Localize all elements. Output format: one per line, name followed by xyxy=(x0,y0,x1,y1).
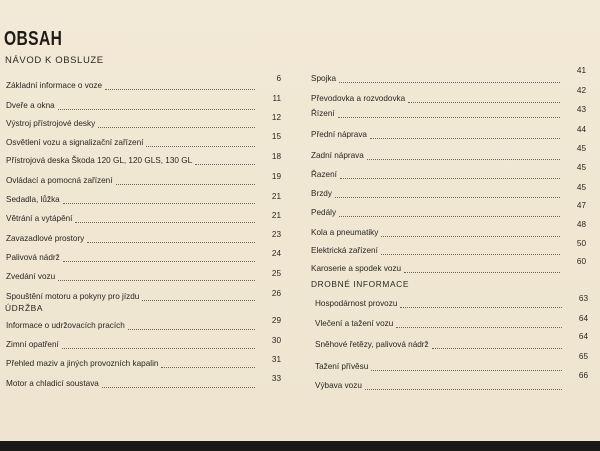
toc-entry-label: Zadní náprava xyxy=(311,151,364,160)
toc-entry-label: Sedadla, lůžka xyxy=(6,195,60,204)
toc-entry-label: Přední náprava xyxy=(311,130,367,139)
scan-edge xyxy=(0,441,600,451)
leader-dots xyxy=(102,375,255,388)
toc-entry-page: 65 xyxy=(578,352,588,361)
toc-entry xyxy=(6,213,281,225)
toc-entry-page: 21 xyxy=(271,211,281,220)
toc-entry xyxy=(311,201,586,219)
toc-entry-label: Zavazadlové prostory xyxy=(6,234,85,243)
leader-dots xyxy=(432,336,562,349)
toc-entry-label: Sněhové řetězy, palivová nádrž xyxy=(315,340,429,349)
toc-entry-page: 64 xyxy=(578,332,588,341)
toc-entry-label: Pedály xyxy=(311,208,337,217)
leader-dots xyxy=(98,115,255,128)
toc-entry xyxy=(6,355,281,370)
toc-entry-label: Brzdy xyxy=(311,189,332,198)
leader-dots xyxy=(146,134,255,147)
toc-entry-page: 6 xyxy=(276,74,281,83)
toc-entry-label: Výbava vozu xyxy=(315,381,362,390)
toc-entry-page: 31 xyxy=(271,355,281,364)
toc-entry xyxy=(6,291,281,303)
toc-entry xyxy=(6,152,281,167)
toc-entry-page: 66 xyxy=(578,371,588,380)
toc-entry-label: Přehled maziv a jiných provozních kapalin xyxy=(6,359,159,368)
leader-dots xyxy=(396,315,562,328)
toc-entry-label: Zvedání vozu xyxy=(6,272,56,281)
toc-entry-page: 30 xyxy=(271,336,281,345)
toc-entry-label: Karoserie a spodek vozu xyxy=(311,264,402,273)
toc-entry-label: Základní informace o voze xyxy=(6,81,103,90)
leader-dots xyxy=(105,77,255,90)
leader-dots xyxy=(128,317,255,330)
toc-entry-page: 23 xyxy=(271,230,281,239)
toc-entry xyxy=(311,239,586,257)
toc-entry-label: Hospodárnost provozu xyxy=(315,299,398,308)
toc-entry-label: Vlečení a tažení vozu xyxy=(315,319,394,328)
toc-entry-page: 24 xyxy=(271,249,281,258)
toc-entry-label: Palivová nádrž xyxy=(6,253,60,262)
toc-entry xyxy=(315,352,588,373)
toc-entry-page: 33 xyxy=(271,374,281,383)
leader-dots xyxy=(63,191,255,204)
toc-entry-page: 48 xyxy=(576,220,586,229)
toc-entry-label: Tažení přívěsu xyxy=(315,362,369,371)
toc-entry-label: Přístrojová deska Škoda 120 GL, 120 GLS, 130 GL xyxy=(6,156,193,165)
toc-entry-label: Dveře a okna xyxy=(6,101,55,110)
toc-entry-page: 60 xyxy=(576,257,586,266)
toc-entry-page: 29 xyxy=(271,316,281,325)
leader-dots xyxy=(335,185,560,198)
toc-entry xyxy=(6,194,281,206)
toc-entry-label: Řazení xyxy=(311,170,337,179)
toc-entry-label: Ovládací a pomocná zařízení xyxy=(6,176,113,185)
toc-entry-page: 15 xyxy=(271,132,281,141)
toc-entry-page: 63 xyxy=(578,294,588,303)
toc-entry-label: Zimní opatření xyxy=(6,340,59,349)
page-title: OBSAH xyxy=(4,28,63,50)
toc-entry-page: 18 xyxy=(271,152,281,161)
toc-entry xyxy=(311,257,586,275)
toc-entry-label: Informace o udržovacích pracích xyxy=(6,321,125,330)
toc-entry xyxy=(6,374,281,390)
leader-dots xyxy=(63,249,255,262)
leader-dots xyxy=(116,172,256,185)
toc-entry-page: 41 xyxy=(576,66,586,75)
toc-entry xyxy=(6,316,281,332)
toc-entry-label: Větrání a vytápění xyxy=(6,214,73,223)
leader-dots xyxy=(400,295,562,308)
section-title-drobne-informace: DROBNÉ INFORMACE xyxy=(311,279,410,289)
leader-dots xyxy=(381,224,560,237)
toc-entry-page: 50 xyxy=(576,239,586,248)
toc-entry xyxy=(311,105,586,120)
leader-dots xyxy=(58,97,255,110)
leader-dots xyxy=(195,152,255,165)
toc-entry xyxy=(6,271,281,283)
toc-entry-page: 26 xyxy=(271,289,281,298)
toc-entry xyxy=(311,220,586,239)
toc-entry-label: Kola a pneumatiky xyxy=(311,228,379,237)
toc-entry-page: 12 xyxy=(271,113,281,122)
toc-entry xyxy=(315,294,588,310)
leader-dots xyxy=(75,210,255,223)
toc-entry xyxy=(311,125,586,141)
toc-entry-page: 43 xyxy=(576,105,586,114)
toc-entry-page: 44 xyxy=(576,125,586,134)
toc-entry-page: 45 xyxy=(576,183,586,192)
toc-entry xyxy=(311,163,586,181)
toc-entry-page: 47 xyxy=(576,201,586,210)
toc-entry xyxy=(6,230,281,245)
toc-entry-label: Spojka xyxy=(311,74,337,83)
toc-entry xyxy=(6,113,281,130)
leader-dots xyxy=(367,147,560,160)
leader-dots xyxy=(365,377,562,390)
toc-entry xyxy=(6,94,281,112)
leader-dots xyxy=(340,166,560,179)
leader-dots xyxy=(339,70,560,83)
leader-dots xyxy=(58,268,255,281)
leader-dots xyxy=(142,288,255,301)
toc-entry-page: 45 xyxy=(576,163,586,172)
leader-dots xyxy=(408,90,560,103)
leader-dots xyxy=(371,358,562,371)
toc-entry xyxy=(6,249,281,264)
toc-entry xyxy=(311,86,586,105)
toc-entry-label: Řízení xyxy=(311,109,335,118)
toc-entry-page: 19 xyxy=(271,172,281,181)
leader-dots xyxy=(370,126,560,139)
toc-entry xyxy=(6,172,281,187)
section-title-udrzba: ÚDRŽBA xyxy=(5,303,44,313)
toc-entry-label: Osvětlení vozu a signalizační zařízení xyxy=(6,138,144,147)
toc-entry-page: 25 xyxy=(271,269,281,278)
leader-dots xyxy=(381,242,560,255)
leader-dots xyxy=(161,355,255,368)
toc-entry-label: Spouštění motoru a pokyny pro jízdu xyxy=(6,292,140,301)
toc-entry xyxy=(315,371,588,392)
leader-dots xyxy=(339,204,560,217)
toc-entry-label: Motor a chladicí soustava xyxy=(6,379,99,388)
toc-entry xyxy=(315,314,588,330)
leader-dots xyxy=(87,230,255,243)
toc-entry xyxy=(315,332,588,351)
toc-entry-page: 45 xyxy=(576,144,586,153)
toc-entry-page: 42 xyxy=(576,86,586,95)
toc-entry-label: Elektrická zařízení xyxy=(311,246,378,255)
toc-entry xyxy=(311,66,586,85)
toc-entry xyxy=(311,144,586,162)
toc-entry xyxy=(6,336,281,351)
toc-entry xyxy=(6,74,281,92)
leader-dots xyxy=(338,105,560,118)
toc-entry-label: Převodovka a rozvodovka xyxy=(311,94,406,103)
toc-entry-page: 11 xyxy=(272,94,281,103)
toc-entry-page: 21 xyxy=(271,192,281,201)
leader-dots xyxy=(62,336,255,349)
section-title-navod: NÁVOD K OBSLUZE xyxy=(5,55,104,66)
toc-entry xyxy=(311,183,586,200)
toc-entry-label: Výstroj přístrojové desky xyxy=(6,119,96,128)
toc-entry-page: 64 xyxy=(578,314,588,323)
leader-dots xyxy=(404,260,560,273)
toc-entry xyxy=(6,132,281,149)
